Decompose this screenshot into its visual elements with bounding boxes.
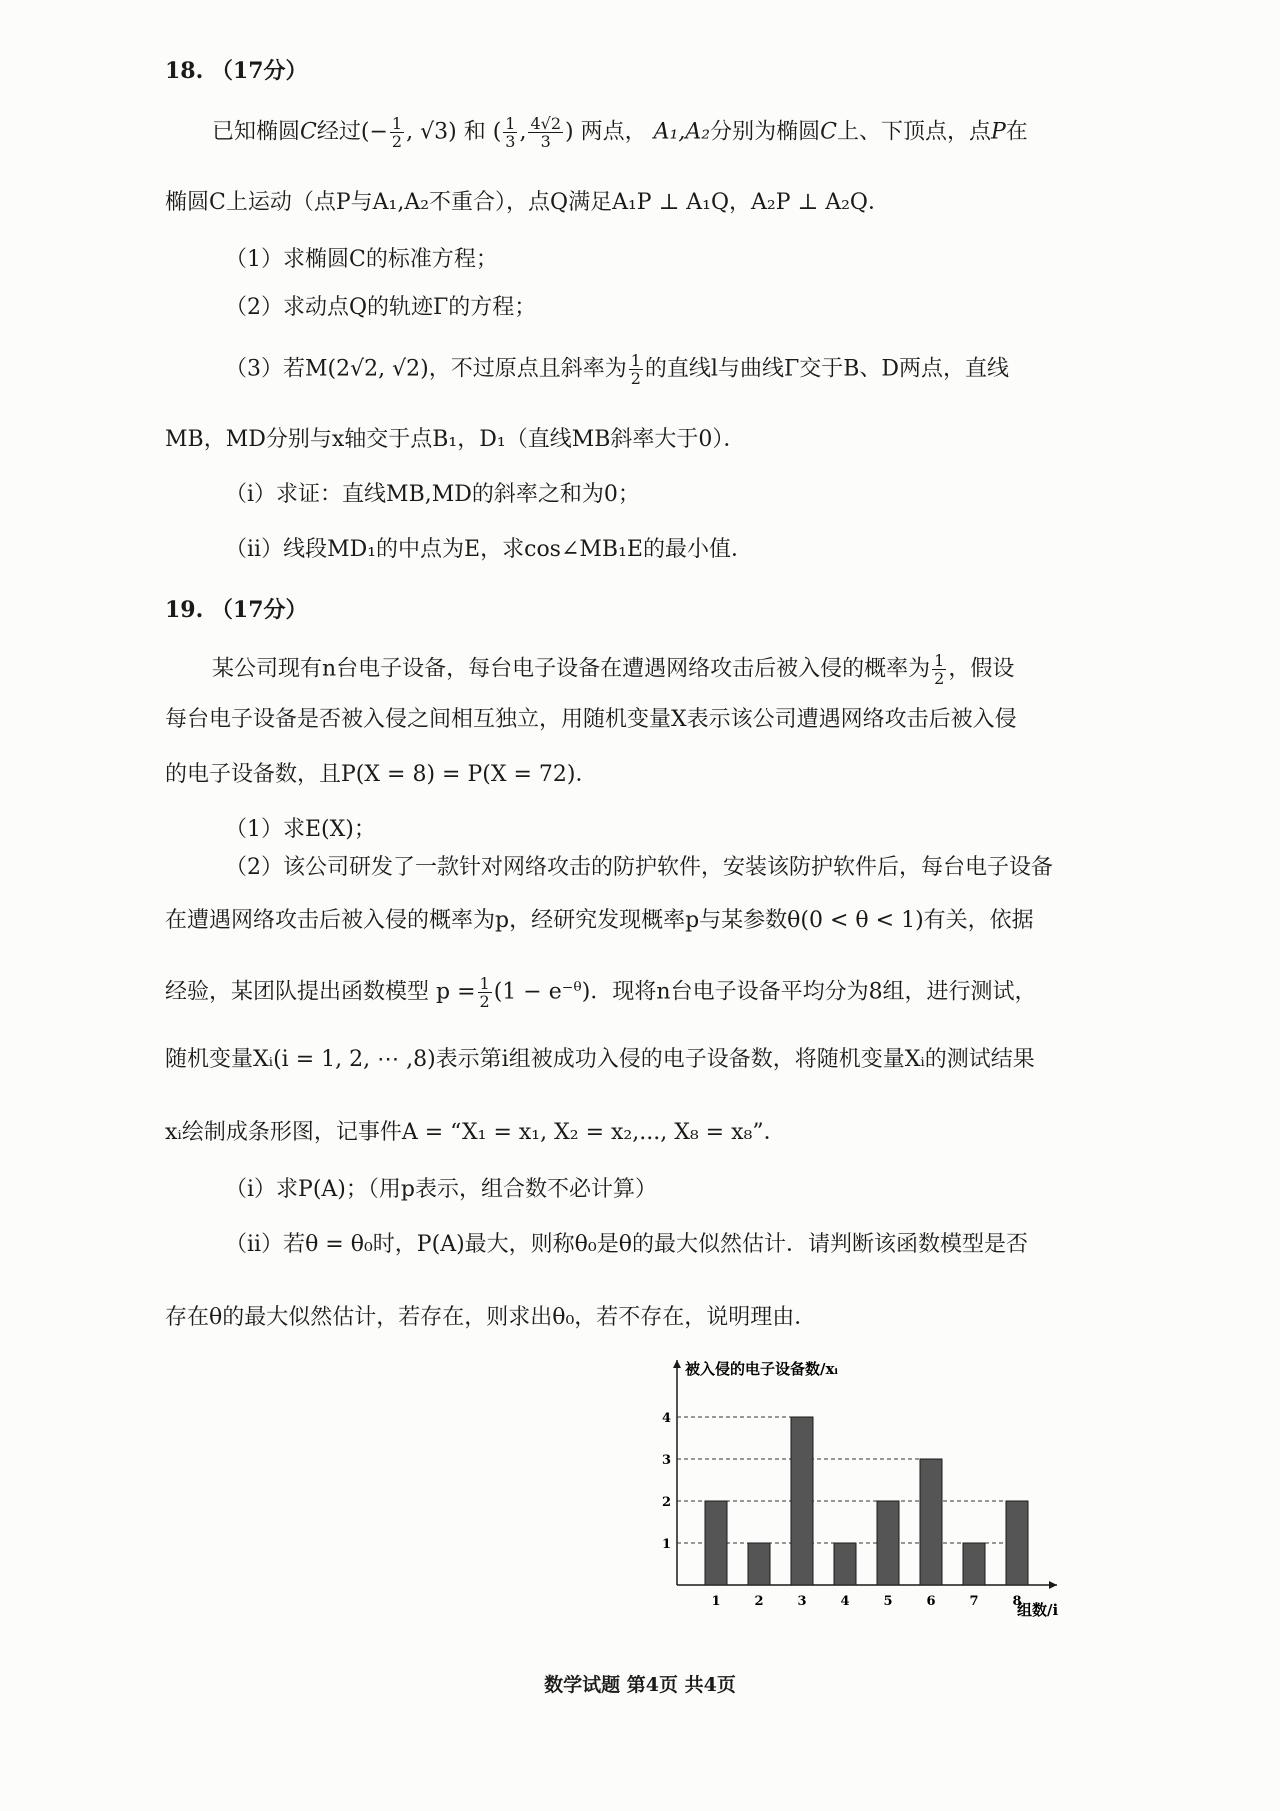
q18-part1: （1）求椭圆C的标准方程； (225, 247, 498, 272)
text: 的直线l与曲线Γ交于B、D两点，直线 (644, 356, 1010, 382)
text: ，假设 (948, 656, 1015, 682)
y-tick-label: 3 (661, 1453, 671, 1468)
text: C (820, 119, 837, 145)
denominator: 2 (479, 992, 490, 1011)
numerator: 1 (630, 351, 641, 370)
q19-line2: 每台电子设备是否被入侵之间相互独立，用随机变量X表示该公司遭遇网络攻击后被入侵 (165, 707, 1017, 732)
text: 经过 (316, 119, 361, 145)
q18-part3-ii: （ⅱ）线段MD₁的中点为E，求cos∠MB₁E的最小值． (225, 537, 753, 562)
x-tick-label: 2 (754, 1594, 764, 1609)
bar (705, 1501, 727, 1585)
q18-part3-line2: MB，MD分别与x轴交于点B₁，D₁（直线MB斜率大于0）． (165, 427, 746, 452)
denominator: 3 (540, 132, 551, 151)
denominator: 2 (934, 669, 945, 688)
x-tick-label: 3 (797, 1594, 807, 1609)
numerator: 1 (505, 114, 516, 133)
bar (748, 1543, 770, 1585)
x-tick-label: 6 (926, 1594, 936, 1609)
y-tick-label: 2 (661, 1495, 671, 1510)
bar (1006, 1501, 1028, 1585)
q19-header: 19. （17分） (165, 597, 308, 623)
bar-chart (660, 1345, 1100, 1625)
x-tick-label: 7 (969, 1594, 979, 1609)
fraction (503, 115, 517, 150)
text: 在 (1005, 119, 1028, 145)
q18-part3-line1 (225, 352, 1009, 387)
denominator: 2 (391, 132, 403, 151)
numerator: 4√2 (530, 114, 562, 133)
q19-part2-line1: （2）该公司研发了一款针对网络攻击的防护软件，安装该防护软件后，每台电子设备 (225, 855, 1053, 880)
text: C (300, 119, 317, 145)
denominator: 2 (630, 369, 641, 388)
text: P (990, 119, 1006, 145)
y-tick-label: 4 (661, 1411, 671, 1426)
q18-part3-i: （ⅰ）求证：直线MB,MD的斜率之和为0； (225, 482, 640, 507)
fraction (528, 115, 563, 150)
bar (963, 1543, 985, 1585)
y-tick-label: 1 (661, 1537, 671, 1552)
text: (1 − e⁻ᶿ)．现将n台电子设备平均分为8组，进行测试， (493, 979, 1037, 1005)
text: 某公司现有n台电子设备，每台电子设备在遭遇网络攻击后被入侵的概率为 (212, 656, 931, 682)
q18-header: 18. （17分） (165, 58, 308, 84)
text: A₁,A₂ (653, 119, 711, 145)
text: 分别为椭圆 (710, 119, 821, 145)
x-tick-label: 4 (840, 1594, 850, 1609)
x-tick-label: 5 (883, 1594, 893, 1609)
text: 上、下顶点，点 (836, 119, 991, 145)
text: 已知椭圆 (212, 119, 301, 145)
numerator: 1 (479, 974, 490, 993)
x-axis-label: 组数/i (1017, 1601, 1059, 1619)
q19-part2-line5: xᵢ绘制成条形图，记事件A = “X₁ = x₁, X₂ = x₂,..., X₈ = x₈”． (165, 1120, 786, 1145)
q19-part2-line2: 在遭遇网络攻击后被入侵的概率为p，经研究发现概率p与某参数θ(0 < θ < 1)有关，依据 (165, 908, 1034, 933)
fraction (629, 352, 643, 387)
q19-part2-line3 (165, 975, 1037, 1010)
q18-stem-line2: 椭圆C上运动（点P与A₁,A₂不重合），点Q满足A₁P ⊥ A₁Q，A₂P ⊥ A₂Q． (165, 190, 890, 215)
numerator: 1 (934, 651, 945, 670)
bar (834, 1543, 856, 1585)
x-axis-arrow (1049, 1581, 1057, 1589)
q18-stem-line1: 已知椭圆C经过(− $\frac{1}{2}$ , √3) 和 ( $\frac{1}{3}$ , $\frac{4√2}{3}$ ) 两点， A₁,A₂分别为椭圆C上、下顶点，点P在 (212, 114, 1028, 151)
q19-line1 (212, 652, 1014, 687)
y-axis-label: 被入侵的电子设备数/xᵢ (685, 1360, 839, 1378)
text: 经验，某团队提出函数模型 p = (165, 979, 476, 1005)
q19-part2-line4: 随机变量Xᵢ(i = 1, 2, ⋯ ,8)表示第i组被成功入侵的电子设备数，将随机变量Xᵢ的测试结果 (165, 1047, 1035, 1072)
text: 两点， (580, 119, 647, 145)
bar (920, 1459, 942, 1585)
x-tick-label: 1 (711, 1594, 721, 1609)
denominator: 3 (505, 132, 516, 151)
y-axis-arrow (673, 1360, 681, 1368)
numerator: 1 (391, 114, 403, 133)
q19-line3: 的电子设备数，且P(X = 8) = P(X = 72)． (165, 762, 598, 787)
bar (791, 1417, 813, 1585)
page-footer: 数学试题 第4页 共4页 (544, 1674, 736, 1696)
text: (− (360, 119, 388, 145)
text: 和 (463, 119, 486, 145)
fraction (478, 975, 492, 1010)
q19-part1: （1）求E(X)； (225, 817, 376, 842)
bar (877, 1501, 899, 1585)
q19-part2-ii-line1: （ⅱ）若θ = θ₀时，P(A)最大，则称θ₀是θ的最大似然估计．请判断该函数模型是否 (225, 1232, 1028, 1257)
x-tick-label: 8 (1012, 1594, 1022, 1609)
text: , √3) (406, 119, 457, 145)
q19-part2-ii-line2: 存在θ的最大似然估计，若存在，则求出θ₀，若不存在，说明理由． (165, 1305, 817, 1330)
fraction (932, 652, 946, 687)
text: （3）若M(2√2, √2)，不过原点且斜率为 (225, 356, 627, 382)
fraction (390, 115, 404, 150)
q19-part2-i: （ⅰ）求P(A)；（用p表示，组合数不必计算） (225, 1177, 657, 1202)
q18-part2: （2）求动点Q的轨迹Γ的方程； (225, 295, 537, 320)
